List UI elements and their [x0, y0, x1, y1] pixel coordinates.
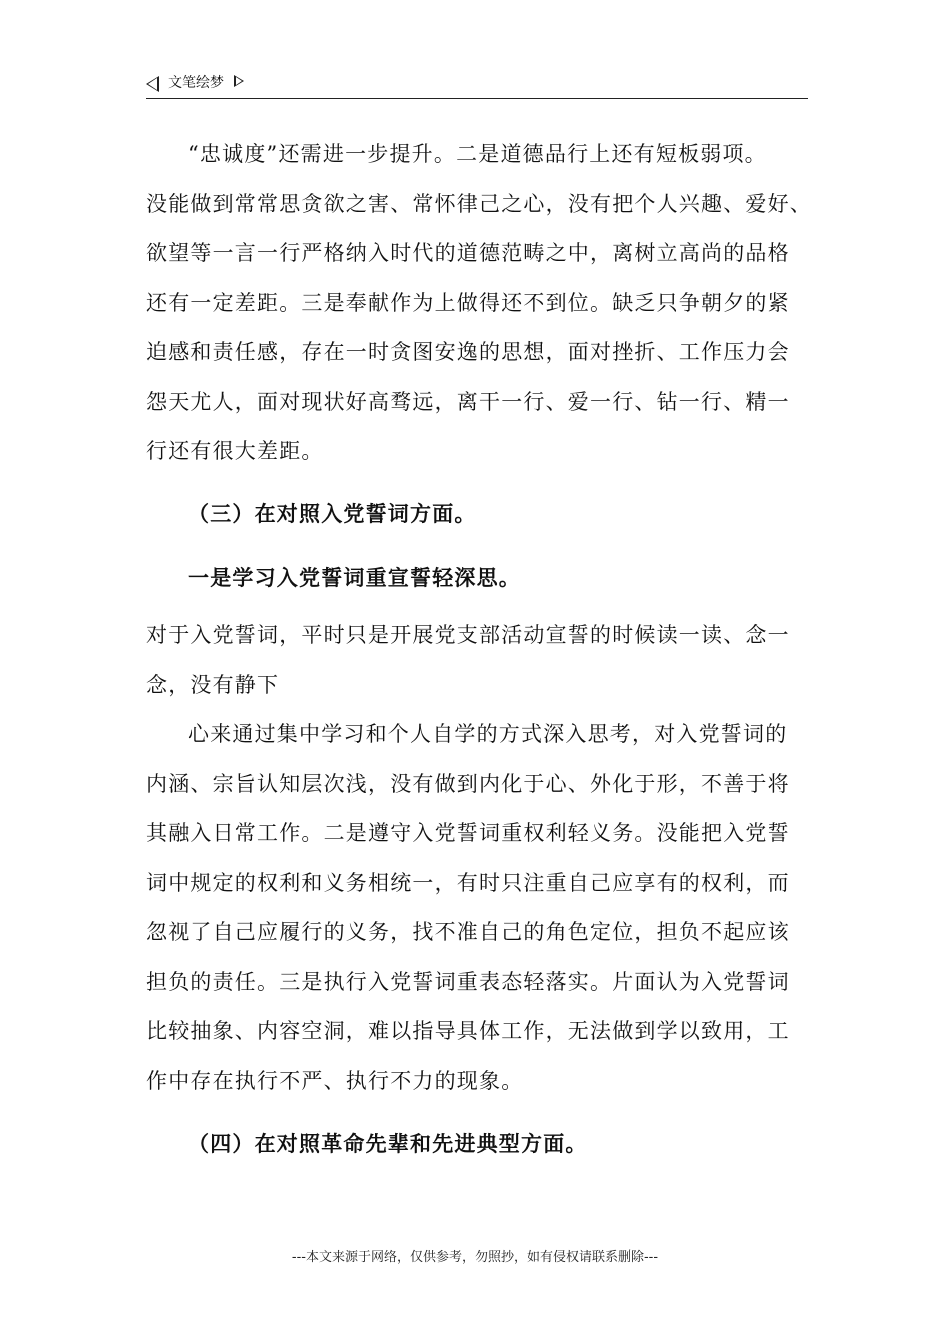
text-line: 作中存在执行不严、执行不力的现象。	[146, 1068, 524, 1093]
header-title: 文笔绘梦	[168, 75, 224, 91]
subheading-1: 一是学习入党誓词重宣誓轻深思。	[188, 565, 521, 590]
text-line: 忽视了自己应履行的义务，找不准自己的角色定位，担负不起应该	[146, 920, 790, 944]
text-line: 迫感和责任感，存在一时贪图安逸的思想，面对挫折、工作压力会	[146, 340, 790, 364]
page-header	[146, 72, 808, 99]
text-line: 心来通过集中学习和个人自学的方式深入思考，对入党誓词的	[188, 722, 788, 746]
paragraph-3	[146, 710, 811, 1106]
section-heading-4: （四）在对照革命先辈和先进典型方面。	[188, 1131, 588, 1156]
triangle-left-icon	[146, 76, 159, 92]
triangle-right-icon	[234, 75, 244, 87]
text-line: 比较抽象、内容空洞，难以指导具体工作，无法做到学以致用，工	[146, 1019, 790, 1043]
text-line: 怨天尤人，面对现状好高骛远，离干一行、爱一行、钻一行、精一	[146, 389, 790, 414]
text-line: 其融入日常工作。二是遵守入党誓词重权利轻义务。没能把入党誓	[146, 821, 790, 845]
text-line: 对于入党誓词，平时只是开展党支部活动宣誓的时候读一读、念一	[146, 623, 790, 647]
text-line: 内涵、宗旨认知层次浅，没有做到内化于心、外化于形，不善于将	[146, 771, 790, 796]
paragraph-1	[146, 130, 811, 477]
text-line: 还有一定差距。三是奉献作为上做得还不到位。缺乏只争朝夕的紧	[146, 290, 790, 315]
section-heading-3: （三）在对照入党誓词方面。	[188, 501, 477, 526]
text-line: 念，没有静下	[146, 672, 280, 697]
text-line: “忠诚度”还需进一步提升。二是道德品行上还有短板弱项。	[188, 142, 767, 166]
text-line: 没能做到常常思贪欲之害、常怀律己之心，没有把个人兴趣、爱好、	[146, 191, 812, 216]
page-footer: ---本文来源于网络，仅供参考，勿照抄，如有侵权请联系删除---	[291, 1250, 659, 1265]
text-line: 欲望等一言一行严格纳入时代的道德范畴之中，离树立高尚的品格	[146, 241, 790, 265]
text-line: 行还有很大差距。	[146, 439, 324, 463]
text-line: 词中规定的权利和义务相统一，有时只注重自己应享有的权利，而	[146, 870, 790, 895]
paragraph-2	[146, 611, 811, 710]
text-line: 担负的责任。三是执行入党誓词重表态轻落实。片面认为入党誓词	[146, 969, 790, 994]
